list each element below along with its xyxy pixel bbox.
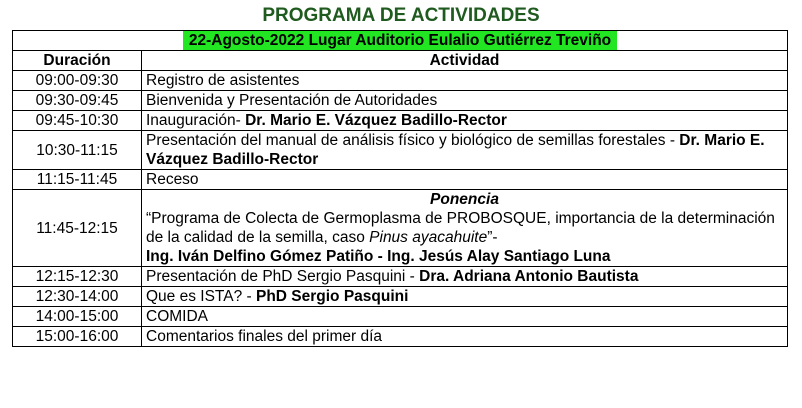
activity-cell (142, 71, 788, 91)
time-cell: 15:00-16:00 (13, 327, 142, 347)
activity-cell (142, 170, 788, 190)
table-row (13, 190, 788, 267)
speaker-name: Dra. Adriana Antonio Bautista (414, 268, 639, 285)
event-banner: 22-Agosto-2022 Lugar Auditorio Eulalio Gutiérrez Treviño (183, 31, 617, 50)
activity-cell (142, 111, 788, 131)
banner-row (13, 31, 788, 51)
time-cell: 11:15-11:45 (13, 170, 142, 190)
activity-cell (142, 267, 788, 287)
activity-text: COMIDA (146, 308, 208, 325)
header-duration: Duración (13, 51, 142, 71)
speaker-name: Dr. Mario E. Vázquez Badillo-Rector (240, 112, 507, 129)
activity-text: Comentarios finales del primer día (146, 328, 383, 345)
time-cell: 14:00-15:00 (13, 307, 142, 327)
activity-text: Presentación del manual de análisis físico y biológico de semillas forestales - (146, 132, 675, 149)
banner-cell (13, 31, 788, 51)
schedule-table (12, 30, 788, 347)
activity-cell (142, 287, 788, 307)
time-cell: 09:45-10:30 (13, 111, 142, 131)
ponencia-title: Ponencia (430, 191, 499, 208)
time-cell: 09:30-09:45 (13, 91, 142, 111)
speaker-name: PhD Sergio Pasquini (251, 288, 409, 305)
activity-cell (142, 131, 788, 170)
activity-text-end: ”- (487, 229, 498, 246)
activity-text: Que es ISTA? - (146, 288, 252, 305)
page-title: PROGRAMA DE ACTIVIDADES (262, 5, 540, 26)
table-row (13, 267, 788, 287)
activity-text: Bienvenida y Presentación de Autoridades (146, 92, 438, 109)
activity-text: Inauguración- (146, 112, 241, 129)
time-cell: 12:30-14:00 (13, 287, 142, 307)
table-row (13, 307, 788, 327)
table-row (13, 91, 788, 111)
table-row (13, 287, 788, 307)
table-row (13, 327, 788, 347)
activity-cell (142, 307, 788, 327)
speaker-name: Ing. Iván Delfino Gómez Patiño - Ing. Jesús Alay Santiago Luna (146, 248, 611, 265)
activity-cell (142, 327, 788, 347)
species-name: Pinus ayacahuite (369, 229, 488, 246)
speaker-name: Dr. Mario E. Vázquez Badillo-Rector (146, 132, 765, 168)
time-cell: 10:30-11:15 (13, 131, 142, 170)
activity-cell (142, 190, 788, 267)
table-row (13, 170, 788, 190)
activity-text: Registro de asistentes (146, 72, 300, 89)
activity-text: Presentación de PhD Sergio Pasquini - (146, 268, 415, 285)
activity-cell (142, 91, 788, 111)
header-row (13, 51, 788, 71)
time-cell: 09:00-09:30 (13, 71, 142, 91)
table-row (13, 71, 788, 91)
header-activity: Actividad (142, 51, 788, 71)
table-row (13, 111, 788, 131)
time-cell: 11:45-12:15 (13, 190, 142, 267)
table-row (13, 131, 788, 170)
time-cell: 12:15-12:30 (13, 267, 142, 287)
activity-text: Receso (146, 171, 199, 188)
activity-text: “Programa de Colecta de Germoplasma de PROBOSQUE, importancia de la determinación de la calidad de la semilla, caso (146, 210, 775, 246)
